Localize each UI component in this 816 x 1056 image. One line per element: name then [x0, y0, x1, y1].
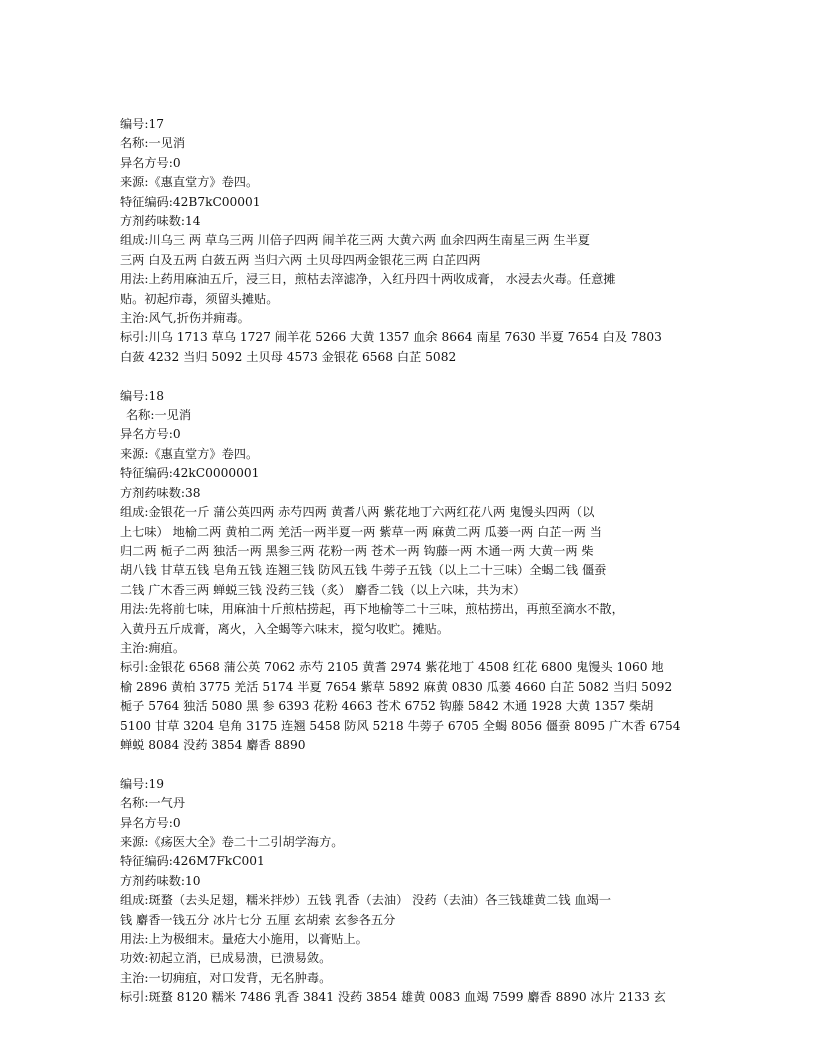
- entry-name: 名称:一见消: [120, 136, 186, 151]
- entry-id: 编号:19: [120, 776, 164, 791]
- entry-composition-line: 胡八钱 甘草五钱 皂角五钱 连翘三钱 防风五钱 牛蒡子五钱（以上二十三味）全蝎二钱 僵蚕: [120, 563, 607, 578]
- entry-id: 编号:18: [120, 388, 164, 403]
- entry-source: 来源:《惠直堂方》卷四。: [120, 175, 259, 190]
- entry-name: 名称:一气丹: [120, 796, 186, 811]
- entry-usage-line: 用法:先将前七味，用麻油十斤煎枯捞起，再下地榆等二十三味，煎枯捞出，再煎至滴水不散，: [120, 602, 624, 617]
- entry-composition-line: 钱 麝香一钱五分 冰片七分 五厘 玄胡索 玄参各五分: [120, 912, 396, 927]
- entry-index-line: 5100 甘草 3204 皂角 3175 连翘 5458 防风 5218 牛蒡子 6705 全蝎 8056 僵蚕 8095 广木香 6754: [120, 718, 681, 733]
- entry-usage-line: 贴。初起疖毒，须留头摊贴。: [120, 291, 279, 306]
- entry-alias: 异名方号:0: [120, 155, 181, 170]
- entry-index-line: 白蔹 4232 当归 5092 土贝母 4573 金银花 6568 白芷 5082: [120, 349, 457, 364]
- formula-entry-19: [120, 775, 700, 1008]
- entry-source: 来源:《疡医大全》卷二十二引胡学海方。: [120, 835, 344, 849]
- entry-composition-line: 二钱 广木香三两 蝉蜕三钱 没药三钱（炙） 麝香二钱（以上六味，共为末）: [120, 582, 526, 597]
- entry-count: 方剂药味数:38: [120, 485, 201, 500]
- entry-composition-line: 三两 白及五两 白蔹五两 当归六两 土贝母四两金银花三两 白芷四两: [120, 252, 481, 267]
- entry-id: 编号:17: [120, 117, 164, 131]
- entry-composition-line: 组成:金银花一斤 蒲公英四两 赤芍四两 黄耆八两 紫花地丁六两红花八两 鬼馒头四两（以: [120, 505, 595, 520]
- document-page: [120, 115, 700, 1027]
- entry-index-line: 标引:川乌 1713 草乌 1727 闹羊花 5266 大黄 1357 血余 8664 南星 7630 半夏 7654 白及 7803: [120, 330, 662, 345]
- entry-name: 名称:一见消: [126, 408, 192, 423]
- entry-alias: 异名方号:0: [120, 427, 181, 442]
- entry-index-line: 蝉蜕 8084 没药 3854 麝香 8890: [120, 737, 306, 752]
- entry-effect: 功效:初起立消，已成易溃，已溃易敛。: [120, 951, 332, 966]
- entry-code: 特征编码:42kC0000001: [120, 466, 260, 481]
- entry-composition-line: 组成:斑蝥（去头足翅，糯米拌炒）五钱 乳香（去油） 没药（去油）各三钱雄黄二钱 血竭一: [120, 893, 612, 908]
- formula-entry-18: [120, 387, 700, 756]
- entry-count: 方剂药味数:10: [120, 873, 201, 888]
- entry-composition-line: 组成:川乌三 两 草乌三两 川倍子四两 闹羊花三两 大黄六两 血余四两生南星三两 生半夏: [120, 233, 590, 248]
- entry-source: 来源:《惠直堂方》卷四。: [120, 446, 259, 461]
- entry-indication: 主治:痈疽。: [120, 640, 186, 655]
- entry-index-line: 标引:金银花 6568 蒲公英 7062 赤芍 2105 黄耆 2974 紫花地丁 4508 红花 6800 鬼馒头 1060 地: [120, 660, 664, 675]
- entry-index-line: 榆 2896 黄柏 3775 羌活 5174 半夏 7654 紫草 5892 麻黄 0830 瓜蒌 4660 白芷 5082 当归 5092: [120, 679, 673, 694]
- entry-composition-line: 归二两 栀子二两 独活一两 黑参三两 花粉一两 苍术一两 钩藤一两 木通一两 大黄一两 柴: [120, 543, 594, 558]
- entry-index-line: 标引:斑蝥 8120 糯米 7486 乳香 3841 没药 3854 雄黄 0083 血竭 7599 麝香 8890 冰片 2133 玄: [120, 990, 666, 1005]
- entry-usage-line: 入黄丹五斤成膏，离火，入全蝎等六味末，搅匀收贮。摊贴。: [120, 621, 450, 636]
- formula-entry-17: [120, 115, 700, 367]
- entry-composition-line: 上七味） 地榆二两 黄柏二两 羌活一两半夏一两 紫草一两 麻黄二两 瓜蒌一两 白芷一两 当: [120, 524, 602, 539]
- entry-indication: 主治:风气,折伤并痈毒。: [120, 311, 250, 326]
- entry-index-line: 栀子 5764 独活 5080 黑 参 6393 花粉 4663 苍术 6752 钩藤 5842 木通 1928 大黄 1357 柴胡: [120, 699, 654, 714]
- entry-count: 方剂药味数:14: [120, 214, 201, 229]
- entry-alias: 异名方号:0: [120, 815, 181, 830]
- entry-code: 特征编码:426M7FkC001: [120, 854, 265, 869]
- entry-usage-line: 用法:上药用麻油五斤，浸三日，煎枯去滓滤净，入红丹四十两收成膏， 水浸去火毒。任意摊: [120, 272, 616, 287]
- entry-indication: 主治:一切痈疽，对口发背，无名肿毒。: [120, 970, 332, 985]
- entry-code: 特征编码:42B7kC00001: [120, 194, 261, 209]
- entry-usage-line: 用法:上为极细末。量疮大小施用，以膏贴上。: [120, 932, 368, 947]
